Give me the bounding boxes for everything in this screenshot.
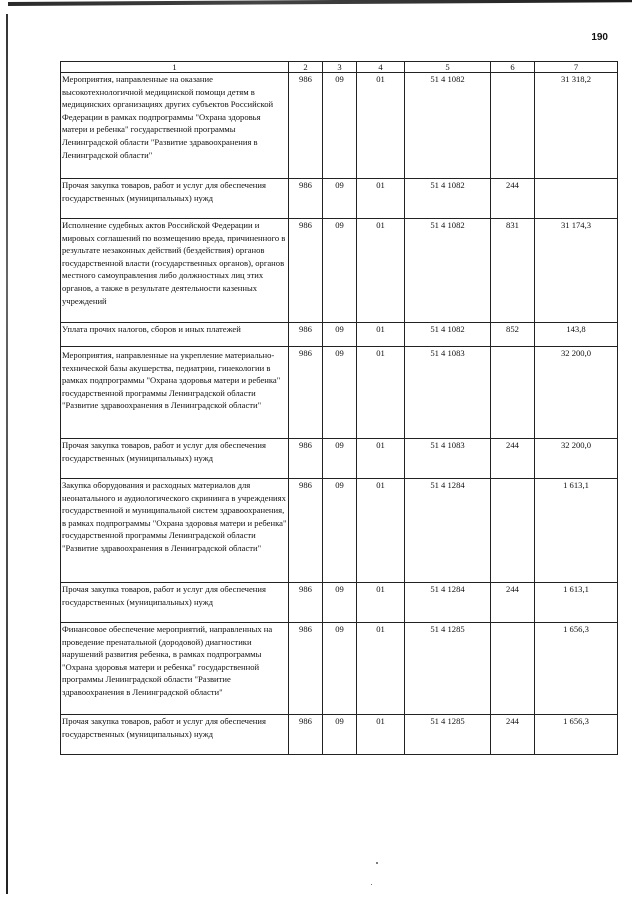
row-section: 09 <box>323 479 357 583</box>
row-name: Прочая закупка товаров, работ и услуг для обеспечения государственных (муниципальных) нужд <box>61 583 289 623</box>
column-header-6: 6 <box>491 62 535 73</box>
row-name: Исполнение судебных актов Российской Федерации и мировых соглашений по возмещению вреда, причиненного в результате незаконных действий (бездействия) органов государственной власти (государственных органов), органов местного самоуправления либо должностных лиц этих органов, а также в результате деятельности казенных учреждений <box>61 219 289 323</box>
table-row <box>61 583 618 623</box>
row-name: Финансовое обеспечение мероприятий, направленных на проведение пренатальной (дородовой) диагностики нарушений развития ребенка, в рамках подпрограммы "Охрана здоровья матери и ребенка" государственной программы Ленинградской области "Развитие здравоохранения в Ленинградской области" <box>61 623 289 715</box>
row-subsection: 01 <box>357 219 405 323</box>
column-header-4: 4 <box>357 62 405 73</box>
row-amount: 1 656,3 <box>535 715 618 755</box>
table-row <box>61 623 618 715</box>
page-number: 190 <box>591 32 608 43</box>
row-target-article: 51 4 1082 <box>405 323 491 347</box>
column-header-1: 1 <box>61 62 289 73</box>
row-name: Прочая закупка товаров, работ и услуг для обеспечения государственных (муниципальных) нужд <box>61 179 289 219</box>
row-section: 09 <box>323 219 357 323</box>
row-ministry-code: 986 <box>289 715 323 755</box>
row-expense-type: 244 <box>491 439 535 479</box>
column-header-7: 7 <box>535 62 618 73</box>
row-subsection: 01 <box>357 479 405 583</box>
table-row <box>61 219 618 323</box>
row-amount: 32 200,0 <box>535 347 618 439</box>
row-target-article: 51 4 1083 <box>405 347 491 439</box>
row-subsection: 01 <box>357 715 405 755</box>
row-amount: 1 613,1 <box>535 583 618 623</box>
row-ministry-code: 986 <box>289 583 323 623</box>
row-ministry-code: 986 <box>289 479 323 583</box>
row-section: 09 <box>323 583 357 623</box>
row-section: 09 <box>323 439 357 479</box>
row-target-article: 51 4 1083 <box>405 439 491 479</box>
table-row <box>61 73 618 179</box>
table-row <box>61 479 618 583</box>
table-row <box>61 439 618 479</box>
row-subsection: 01 <box>357 73 405 179</box>
row-name-text: Мероприятия, направленные на укрепление материально-технической базы акушерства, педиатрии, гинекологии в рамках подпрограммы "Охрана здоровья матери и ребенка" государственной программы Ленинградской области "Развитие здравоохранения в Ленинградской области" <box>62 350 281 411</box>
row-ministry-code: 986 <box>289 347 323 439</box>
row-subsection: 01 <box>357 323 405 347</box>
top-scan-rule <box>8 0 632 6</box>
row-ministry-code: 986 <box>289 439 323 479</box>
scan-speck <box>376 862 378 864</box>
row-target-article: 51 4 1082 <box>405 219 491 323</box>
row-target-article: 51 4 1082 <box>405 179 491 219</box>
column-header-5: 5 <box>405 62 491 73</box>
table-row <box>61 179 618 219</box>
row-expense-type: 852 <box>491 323 535 347</box>
row-amount: 1 613,1 <box>535 479 618 583</box>
row-target-article: 51 4 1284 <box>405 583 491 623</box>
row-target-article: 51 4 1082 <box>405 73 491 179</box>
row-ministry-code: 986 <box>289 73 323 179</box>
row-section: 09 <box>323 715 357 755</box>
row-name: Мероприятия, направленные на оказание высокотехнологичной медицинской помощи детям в медицинских организациях других субъектов Российской Федерации в рамках подпрограммы "Охрана здоровья матери и ребенка" государственной программы Ленинградской области "Развитие здравоохранения в Ленинградской области" <box>61 73 289 179</box>
row-amount: 1 656,3 <box>535 623 618 715</box>
scan-speck <box>371 884 372 885</box>
row-expense-type <box>491 73 535 179</box>
row-expense-type: 831 <box>491 219 535 323</box>
row-target-article: 51 4 1285 <box>405 623 491 715</box>
row-ministry-code: 986 <box>289 323 323 347</box>
row-ministry-code: 986 <box>289 219 323 323</box>
row-target-article: 51 4 1284 <box>405 479 491 583</box>
table-row <box>61 715 618 755</box>
header-row <box>61 62 618 73</box>
row-section: 09 <box>323 179 357 219</box>
row-ministry-code: 986 <box>289 623 323 715</box>
column-header-2: 2 <box>289 62 323 73</box>
budget-table <box>60 61 618 755</box>
row-expense-type <box>491 347 535 439</box>
row-expense-type: 244 <box>491 583 535 623</box>
row-expense-type <box>491 479 535 583</box>
row-subsection: 01 <box>357 439 405 479</box>
row-subsection: 01 <box>357 623 405 715</box>
row-amount: 32 200,0 <box>535 439 618 479</box>
row-expense-type: 244 <box>491 179 535 219</box>
row-ministry-code: 986 <box>289 179 323 219</box>
row-name: Прочая закупка товаров, работ и услуг для обеспечения государственных (муниципальных) нужд <box>61 439 289 479</box>
row-amount <box>535 179 618 219</box>
table-row <box>61 347 618 439</box>
row-section: 09 <box>323 347 357 439</box>
row-expense-type <box>491 623 535 715</box>
column-header-3: 3 <box>323 62 357 73</box>
row-name: Закупка оборудования и расходных материалов для неонатального и аудиологического скрининга в учреждениях государственной и муниципальной систем здравоохранения, в рамках подпрограммы "Охрана здоровья матери и ребенка" государственной программы Ленинградской области "Развитие здравоохранения в Ленинградской области" <box>61 479 289 583</box>
row-subsection: 01 <box>357 583 405 623</box>
row-subsection: 01 <box>357 179 405 219</box>
row-amount: 31 174,3 <box>535 219 618 323</box>
row-name <box>61 347 289 439</box>
row-section: 09 <box>323 323 357 347</box>
left-scan-edge <box>6 14 8 894</box>
table-row <box>61 323 618 347</box>
row-target-article: 51 4 1285 <box>405 715 491 755</box>
row-expense-type: 244 <box>491 715 535 755</box>
row-subsection: 01 <box>357 347 405 439</box>
row-name: Прочая закупка товаров, работ и услуг для обеспечения государственных (муниципальных) нужд <box>61 715 289 755</box>
row-amount: 31 318,2 <box>535 73 618 179</box>
row-section: 09 <box>323 623 357 715</box>
row-section: 09 <box>323 73 357 179</box>
row-name: Уплата прочих налогов, сборов и иных платежей <box>61 323 289 347</box>
row-amount: 143,8 <box>535 323 618 347</box>
